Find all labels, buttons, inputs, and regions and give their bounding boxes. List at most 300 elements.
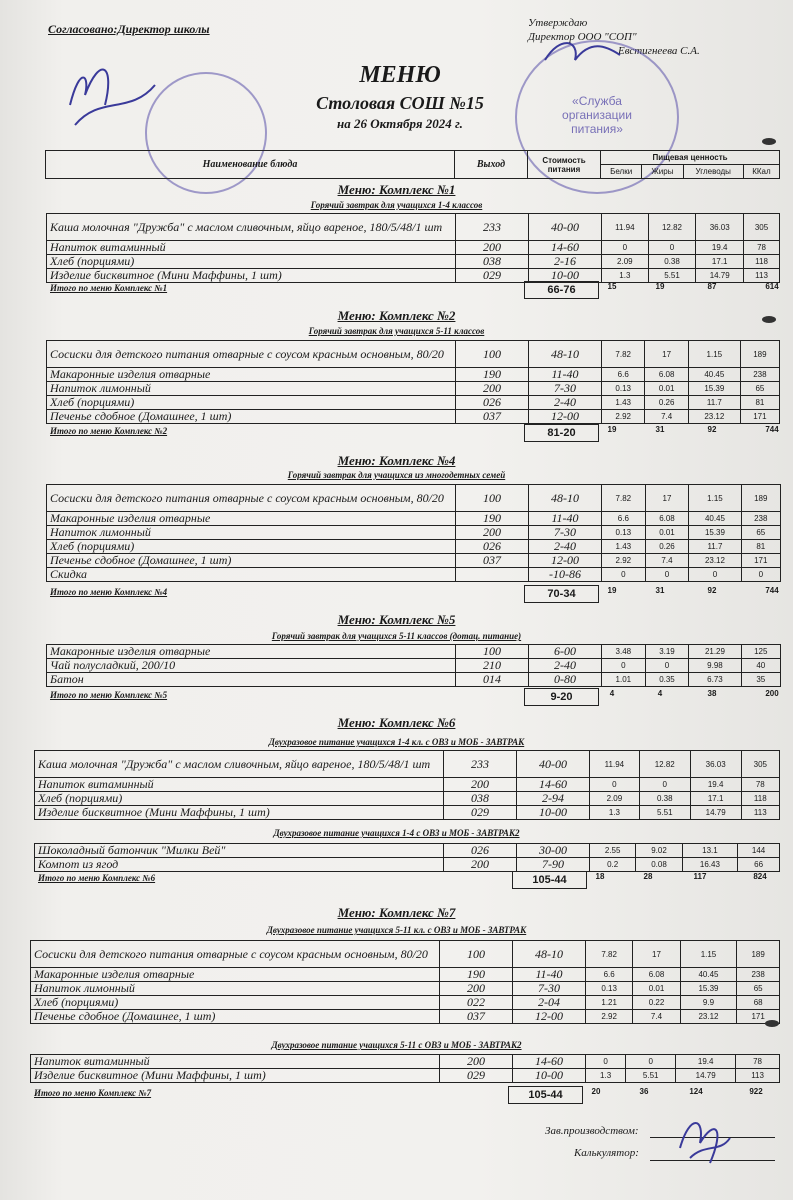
dish-price: 11-40 — [529, 512, 602, 526]
dish-kcal: 238 — [740, 368, 779, 382]
dish-row — [47, 485, 781, 512]
punch-hole — [762, 316, 776, 323]
dish-kcal: 113 — [741, 806, 779, 820]
dish-protein: 1.21 — [586, 996, 633, 1010]
dish-fat: 0 — [626, 1055, 676, 1069]
dish-name: Сосиски для детского питания отварные с соусом красным основным, 80/20 — [31, 941, 440, 968]
dish-output: 210 — [456, 659, 529, 673]
dish-protein: 0 — [602, 659, 646, 673]
dish-name: Напиток витаминный — [35, 778, 444, 792]
dish-kcal: 113 — [736, 1069, 780, 1083]
dish-carbs: 21.29 — [689, 645, 741, 659]
section-total-price: 66-76 — [524, 281, 599, 299]
dish-fat: 0.08 — [636, 858, 682, 872]
dish-price: 30-00 — [517, 844, 590, 858]
total-kcal: 744 — [765, 586, 779, 595]
dish-protein: 0 — [602, 568, 646, 582]
dish-name: Изделие бисквитное (Мини Маффины, 1 шт) — [31, 1069, 440, 1083]
dish-protein: 7.82 — [586, 941, 633, 968]
dish-row — [47, 568, 781, 582]
dish-kcal: 65 — [737, 982, 780, 996]
dish-carbs: 19.4 — [676, 1055, 736, 1069]
dish-row — [31, 1069, 780, 1083]
dish-protein: 0.2 — [590, 858, 636, 872]
dish-row — [47, 645, 781, 659]
total-fat: 31 — [655, 425, 665, 434]
dish-output: 029 — [440, 1069, 513, 1083]
dish-output: 037 — [440, 1010, 513, 1024]
dish-carbs: 36.03 — [690, 751, 741, 778]
section-total-label: Итого по меню Комплекс №6 — [38, 873, 156, 883]
dish-fat: 0.01 — [645, 526, 689, 540]
dish-kcal: 66 — [738, 858, 780, 872]
service-stamp-text: «Служба организации питания» — [562, 94, 632, 136]
dish-fat: 0.01 — [645, 382, 688, 396]
dish-name: Напиток лимонный — [47, 382, 456, 396]
dish-fat: 5.51 — [648, 269, 696, 283]
dish-fat: 0 — [645, 568, 689, 582]
dish-kcal: 189 — [737, 941, 780, 968]
dish-price: 7-90 — [517, 858, 590, 872]
dish-carbs: 11.7 — [688, 396, 740, 410]
approve-name: Евстигнеева С.А. — [618, 45, 700, 57]
approve-line1: Утверждаю — [528, 17, 588, 29]
dish-name: Шоколадный батончик "Милки Вей" — [35, 844, 444, 858]
dish-carbs: 17.1 — [696, 255, 744, 269]
dish-carbs: 40.45 — [680, 968, 737, 982]
dish-name: Макаронные изделия отварные — [47, 512, 456, 526]
dish-kcal: 65 — [741, 526, 780, 540]
dish-protein: 6.6 — [602, 512, 646, 526]
signature-footer — [670, 1108, 740, 1168]
dish-carbs: 6.73 — [689, 673, 741, 687]
dish-name: Сосиски для детского питания отварные с соусом красным основным, 80/20 — [47, 341, 456, 368]
dish-output: 233 — [444, 751, 517, 778]
dish-output: 037 — [456, 554, 529, 568]
total-fat: 4 — [657, 689, 663, 698]
total-carbs: 87 — [707, 282, 717, 291]
dish-output: 014 — [456, 673, 529, 687]
dish-name: Напиток витаминный — [47, 241, 456, 255]
group-subtitle: Горячий завтрак для учащихся 5-11 классов (дотац. питание) — [271, 631, 522, 641]
dish-price: 48-10 — [529, 485, 602, 512]
dish-carbs: 17.1 — [690, 792, 741, 806]
dish-carbs: 15.39 — [688, 382, 740, 396]
dish-row — [47, 540, 781, 554]
dish-price: 48-10 — [513, 941, 586, 968]
dish-fat: 0.01 — [633, 982, 680, 996]
total-fat: 28 — [643, 872, 653, 881]
dish-protein: 11.94 — [590, 751, 640, 778]
dish-output: 029 — [444, 806, 517, 820]
dish-kcal: 35 — [741, 673, 780, 687]
dish-name: Макаронные изделия отварные — [47, 645, 456, 659]
total-carbs: 117 — [693, 872, 707, 881]
dish-row — [35, 751, 780, 778]
dish-output: 037 — [456, 410, 529, 424]
dish-fat: 17 — [645, 341, 688, 368]
dish-kcal: 125 — [741, 645, 780, 659]
dish-output: 190 — [456, 512, 529, 526]
dish-name: Хлеб (порциями) — [31, 996, 440, 1010]
section-total-label: Итого по меню Комплекс №7 — [34, 1088, 152, 1098]
dish-output: 100 — [456, 645, 529, 659]
dish-protein: 7.82 — [602, 341, 645, 368]
dish-row — [47, 526, 781, 540]
dish-carbs: 16.43 — [682, 858, 737, 872]
col-output: Выход — [455, 151, 528, 179]
col-carbs: Углеводы — [683, 165, 743, 179]
dish-fat: 17 — [633, 941, 680, 968]
dish-kcal: 305 — [744, 214, 780, 241]
dish-row — [47, 554, 781, 568]
dish-protein: 0.13 — [602, 526, 646, 540]
dish-protein: 3.48 — [602, 645, 646, 659]
group-subtitle: Горячий завтрак для учащихся из многодетных семей — [287, 470, 506, 480]
dish-carbs: 13.1 — [682, 844, 737, 858]
dish-fat: 0.38 — [639, 792, 690, 806]
dish-name: Каша молочная "Дружба" с маслом сливочным, яйцо вареное, 180/5/48/1 шт — [47, 214, 456, 241]
dish-carbs: 1.15 — [689, 485, 741, 512]
dish-output: 200 — [444, 858, 517, 872]
dish-fat: 0.38 — [648, 255, 696, 269]
dish-carbs: 1.15 — [688, 341, 740, 368]
dish-kcal: 171 — [740, 410, 779, 424]
dish-row — [47, 269, 780, 283]
total-carbs: 124 — [689, 1087, 703, 1096]
dish-kcal: 189 — [740, 341, 779, 368]
group-subtitle: Горячий завтрак для учащихся 1-4 классов — [310, 200, 483, 210]
dish-fat: 12.82 — [648, 214, 696, 241]
dish-name: Хлеб (порциями) — [47, 396, 456, 410]
dish-row — [31, 1055, 780, 1069]
dish-output: 100 — [440, 941, 513, 968]
signature-left — [60, 45, 170, 145]
dish-name: Изделие бисквитное (Мини Маффины, 1 шт) — [47, 269, 456, 283]
dish-protein: 0.13 — [602, 382, 645, 396]
dish-fat: 9.02 — [636, 844, 682, 858]
dish-price: 2-40 — [529, 540, 602, 554]
dish-protein: 0.13 — [586, 982, 633, 996]
dish-row — [47, 673, 781, 687]
dish-output: 190 — [440, 968, 513, 982]
total-protein: 19 — [607, 425, 617, 434]
dish-fat: 5.51 — [626, 1069, 676, 1083]
dish-carbs: 15.39 — [689, 526, 741, 540]
dish-kcal: 238 — [741, 512, 780, 526]
total-carbs: 92 — [707, 586, 717, 595]
col-dish: Наименование блюда — [46, 151, 455, 179]
dish-price: 10-00 — [513, 1069, 586, 1083]
dish-protein: 2.55 — [590, 844, 636, 858]
dish-fat: 0 — [639, 778, 690, 792]
dish-price: 7-30 — [513, 982, 586, 996]
dish-protein: 6.6 — [602, 368, 645, 382]
dish-carbs: 15.39 — [680, 982, 737, 996]
dish-row — [47, 410, 780, 424]
dish-price: 2-40 — [529, 659, 602, 673]
dish-fat: 6.08 — [633, 968, 680, 982]
dish-output: 200 — [456, 241, 529, 255]
dish-table — [46, 213, 780, 283]
dish-output: 100 — [456, 341, 529, 368]
section-total-price: 105-44 — [508, 1086, 583, 1104]
dish-carbs: 9.9 — [680, 996, 737, 1010]
total-kcal: 614 — [765, 282, 779, 291]
dish-price: 40-00 — [529, 214, 602, 241]
total-kcal: 824 — [753, 872, 767, 881]
dish-row — [31, 996, 780, 1010]
dish-protein: 1.43 — [602, 540, 646, 554]
dish-price: 2-94 — [517, 792, 590, 806]
dish-name: Макаронные изделия отварные — [47, 368, 456, 382]
dish-fat: 3.19 — [645, 645, 689, 659]
dish-output: 100 — [456, 485, 529, 512]
col-protein: Белки — [601, 165, 642, 179]
dish-carbs: 14.79 — [696, 269, 744, 283]
dish-protein: 7.82 — [602, 485, 646, 512]
dish-protein: 1.43 — [602, 396, 645, 410]
group-subtitle: Двухразовое питание учащихся 1-4 с ОВЗ и МОБ - ЗАВТРАК2 — [273, 828, 520, 838]
dish-price: 10-00 — [529, 269, 602, 283]
section-title: Меню: Комплекс №5 — [337, 612, 456, 627]
dish-price: 11-40 — [513, 968, 586, 982]
dish-output: 038 — [444, 792, 517, 806]
approve-line2: Директор ООО "СОП" — [528, 31, 637, 43]
section-total-price: 9-20 — [524, 688, 599, 706]
section-title: Меню: Комплекс №2 — [337, 308, 456, 323]
dish-fat: 12.82 — [639, 751, 690, 778]
total-protein: 4 — [609, 689, 615, 698]
total-protein: 19 — [607, 586, 617, 595]
dish-carbs: 14.79 — [690, 806, 741, 820]
dish-output: 029 — [456, 269, 529, 283]
dish-name: Напиток витаминный — [31, 1055, 440, 1069]
dish-protein: 2.09 — [590, 792, 640, 806]
dish-price: 48-10 — [529, 341, 602, 368]
menu-title: МЕНЮ — [359, 62, 441, 88]
dish-price: 40-00 — [517, 751, 590, 778]
group-subtitle: Горячий завтрак для учащихся 5-11 классов — [308, 326, 485, 336]
total-kcal: 922 — [749, 1087, 763, 1096]
dish-kcal: 68 — [737, 996, 780, 1010]
canteen-name: Столовая СОШ №15 — [316, 93, 484, 113]
dish-protein: 2.92 — [602, 410, 645, 424]
dish-carbs: 36.03 — [696, 214, 744, 241]
dish-price: 0-80 — [529, 673, 602, 687]
section-title: Меню: Комплекс №6 — [337, 715, 456, 730]
dish-protein: 0 — [586, 1055, 626, 1069]
dish-price: 12-00 — [529, 410, 602, 424]
total-carbs: 38 — [707, 689, 717, 698]
dish-output: 200 — [456, 526, 529, 540]
dish-kcal: 78 — [744, 241, 780, 255]
dish-price: 10-00 — [517, 806, 590, 820]
dish-name: Сосиски для детского питания отварные с соусом красным основным, 80/20 — [47, 485, 456, 512]
dish-carbs: 40.45 — [689, 512, 741, 526]
dish-table — [30, 1054, 780, 1083]
total-fat: 36 — [639, 1087, 649, 1096]
approval-left: Согласовано:Директор школы — [48, 22, 210, 36]
dish-price: 6-00 — [529, 645, 602, 659]
dish-name: Чай полусладкий, 200/10 — [47, 659, 456, 673]
dish-protein: 1.01 — [602, 673, 646, 687]
dish-output: 026 — [444, 844, 517, 858]
dish-carbs: 11.7 — [689, 540, 741, 554]
dish-price: 14-60 — [513, 1055, 586, 1069]
dish-kcal: 81 — [741, 540, 780, 554]
section-total-label: Итого по меню Комплекс №4 — [50, 587, 168, 597]
dish-fat: 6.08 — [645, 368, 688, 382]
dish-price: 14-60 — [529, 241, 602, 255]
dish-row — [31, 941, 780, 968]
dish-kcal: 305 — [741, 751, 779, 778]
dish-kcal: 40 — [741, 659, 780, 673]
total-carbs: 92 — [707, 425, 717, 434]
total-kcal: 744 — [765, 425, 779, 434]
total-protein: 20 — [591, 1087, 601, 1096]
dish-carbs: 23.12 — [680, 1010, 737, 1024]
col-fat: Жиры — [642, 165, 683, 179]
dish-name: Напиток лимонный — [31, 982, 440, 996]
dish-kcal: 113 — [744, 269, 780, 283]
dish-fat: 17 — [645, 485, 689, 512]
col-nutrition: Пищевая ценность — [601, 151, 780, 165]
dish-protein: 6.6 — [586, 968, 633, 982]
dish-kcal: 189 — [741, 485, 780, 512]
dish-table — [46, 644, 781, 687]
section-total-price: 105-44 — [512, 871, 587, 889]
dish-name: Макаронные изделия отварные — [31, 968, 440, 982]
dish-protein: 0 — [590, 778, 640, 792]
dish-name: Изделие бисквитное (Мини Маффины, 1 шт) — [35, 806, 444, 820]
dish-row — [31, 1010, 780, 1024]
column-header-row-1 — [46, 151, 780, 165]
dish-name: Печенье сдобное (Домашнее, 1 шт) — [47, 410, 456, 424]
dish-kcal: 118 — [744, 255, 780, 269]
dish-fat: 7.4 — [633, 1010, 680, 1024]
total-fat: 31 — [655, 586, 665, 595]
col-price: Стоимость питания — [528, 151, 601, 179]
dish-row — [47, 659, 781, 673]
punch-hole — [762, 138, 776, 145]
dish-table — [34, 843, 780, 872]
dish-kcal: 0 — [741, 568, 780, 582]
dish-row — [47, 368, 780, 382]
dish-row — [47, 255, 780, 269]
section-title: Меню: Комплекс №1 — [337, 182, 456, 197]
dish-output: 233 — [456, 214, 529, 241]
dish-price: 12-00 — [513, 1010, 586, 1024]
section-total-price: 70-34 — [524, 585, 599, 603]
dish-row — [31, 968, 780, 982]
dish-row — [35, 778, 780, 792]
dish-fat: 5.51 — [639, 806, 690, 820]
dish-row — [47, 512, 781, 526]
footer-manager: Зав.производством: — [545, 1125, 639, 1137]
dish-kcal: 78 — [736, 1055, 780, 1069]
footer-calculator: Калькулятор: — [574, 1147, 639, 1159]
dish-kcal: 118 — [741, 792, 779, 806]
section-title: Меню: Комплекс №7 — [337, 905, 456, 920]
dish-row — [35, 844, 780, 858]
total-kcal: 200 — [765, 689, 779, 698]
dish-price: 12-00 — [529, 554, 602, 568]
dish-fat: 0.22 — [633, 996, 680, 1010]
section-total-label: Итого по меню Комплекс №1 — [50, 283, 168, 293]
dish-protein: 2.92 — [602, 554, 646, 568]
dish-price: 14-60 — [517, 778, 590, 792]
dish-price: 2-40 — [529, 396, 602, 410]
dish-name: Хлеб (порциями) — [47, 540, 456, 554]
dish-output: 026 — [456, 540, 529, 554]
dish-carbs: 9.98 — [689, 659, 741, 673]
dish-output: 038 — [456, 255, 529, 269]
signature-right — [540, 30, 630, 80]
dish-price: 7-30 — [529, 382, 602, 396]
dish-name: Скидка — [47, 568, 456, 582]
col-kcal: ККал — [743, 165, 779, 179]
dish-fat: 0.26 — [645, 540, 689, 554]
dish-name: Печенье сдобное (Домашнее, 1 шт) — [31, 1010, 440, 1024]
dish-row — [47, 341, 780, 368]
dish-fat: 7.4 — [645, 410, 688, 424]
total-fat: 19 — [655, 282, 665, 291]
total-protein: 15 — [607, 282, 617, 291]
dish-protein: 1.3 — [602, 269, 649, 283]
dish-protein: 2.09 — [602, 255, 649, 269]
group-subtitle: Двухразовое питание учащихся 5-11 кл. с ОВЗ и МОБ - ЗАВТРАК — [266, 925, 527, 935]
dish-carbs: 23.12 — [688, 410, 740, 424]
section-total-label: Итого по меню Комплекс №5 — [50, 690, 168, 700]
dish-row — [31, 982, 780, 996]
dish-fat: 7.4 — [645, 554, 689, 568]
dish-price: 2-04 — [513, 996, 586, 1010]
dish-protein: 2.92 — [586, 1010, 633, 1024]
dish-kcal: 81 — [740, 396, 779, 410]
section-title: Меню: Комплекс №4 — [337, 453, 456, 468]
dish-output: 022 — [440, 996, 513, 1010]
dish-fat: 0.26 — [645, 396, 688, 410]
dish-name: Компот из ягод — [35, 858, 444, 872]
dish-protein: 11.94 — [602, 214, 649, 241]
dish-protein: 1.3 — [590, 806, 640, 820]
section-total-price: 81-20 — [524, 424, 599, 442]
dish-fat: 0 — [645, 659, 689, 673]
group-subtitle: Двухразовое питание учащихся 5-11 с ОВЗ и МОБ - ЗАВТРАК2 — [271, 1040, 522, 1050]
dish-price: 7-30 — [529, 526, 602, 540]
dish-fat: 0.35 — [645, 673, 689, 687]
column-header-table — [45, 150, 780, 179]
dish-price: 2-16 — [529, 255, 602, 269]
section-total-label: Итого по меню Комплекс №2 — [50, 426, 168, 436]
dish-output: 200 — [440, 982, 513, 996]
dish-row — [35, 858, 780, 872]
dish-carbs: 0 — [689, 568, 741, 582]
dish-carbs: 19.4 — [696, 241, 744, 255]
dish-output: 190 — [456, 368, 529, 382]
dish-name: Каша молочная "Дружба" с маслом сливочным, яйцо вареное, 180/5/48/1 шт — [35, 751, 444, 778]
dish-kcal: 238 — [737, 968, 780, 982]
dish-name: Печенье сдобное (Домашнее, 1 шт) — [47, 554, 456, 568]
menu-date: на 26 Октября 2024 г. — [337, 116, 463, 131]
dish-table — [30, 940, 780, 1024]
dish-kcal: 144 — [738, 844, 780, 858]
dish-kcal: 65 — [740, 382, 779, 396]
dish-row — [35, 792, 780, 806]
punch-hole — [765, 1020, 779, 1027]
dish-row — [47, 396, 780, 410]
